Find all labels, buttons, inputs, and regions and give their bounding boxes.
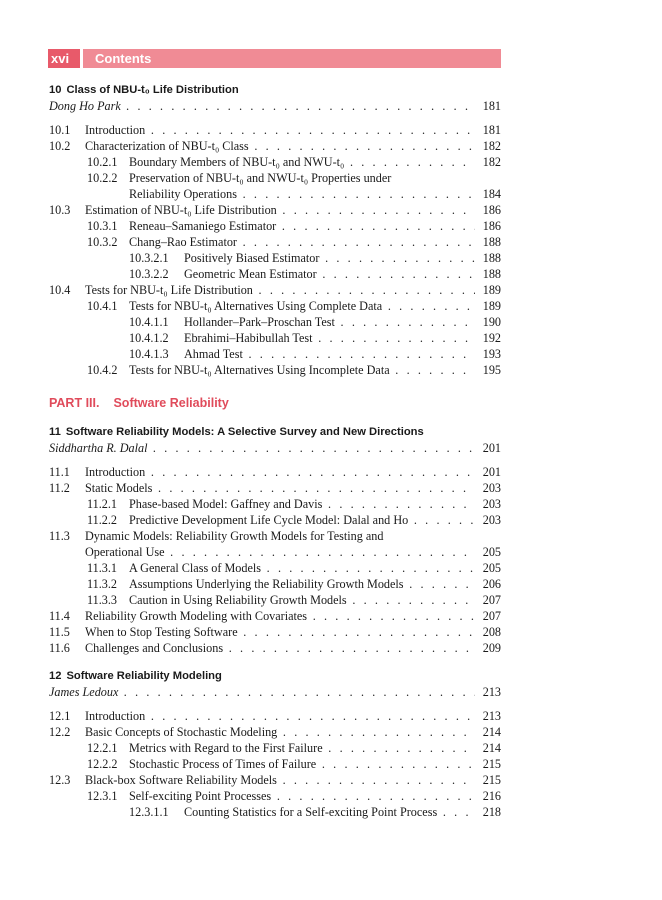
page-number: 186 [482,203,501,217]
page-number: 195 [482,363,501,377]
page-number: 189 [482,299,501,313]
page-number: 205 [482,561,501,575]
section-title: Reliability Operations . . . [129,186,475,202]
page-number: 190 [482,315,501,329]
toc-entry[interactable] [49,234,501,250]
section-title: Static Models . . . [85,480,475,496]
toc-entry[interactable] [49,346,501,362]
chapter-author: Siddhartha R. Dalal . . . [49,440,475,456]
toc-entry[interactable] [49,756,501,772]
toc-entry[interactable] [49,362,501,378]
section-number: 10.2.2 [87,171,118,185]
page-number: 188 [482,267,501,281]
header-page-number: xvi [48,49,80,68]
section-number: 10.2 [49,139,71,153]
section-title: Introduction . . . [85,708,475,724]
section-title: Positively Biased Estimator . . . [184,250,475,266]
page-number: 205 [482,545,501,559]
page-number: 188 [482,251,501,265]
page-number: 201 [482,441,501,455]
section-number: 10.3.2.2 [129,267,169,281]
header-title: Contents [83,49,501,68]
section-number: 11.2.1 [87,497,118,511]
page-number: 206 [482,577,501,591]
section-title: Operational Use . . . [85,544,475,560]
page-number: 203 [482,497,501,511]
chapter-number: 11 [49,426,61,438]
toc-entry[interactable] [49,576,501,592]
chapter-11-author-row[interactable] [49,440,501,456]
section-number: 10.4.1.2 [129,331,169,345]
section-number: 12.3.1 [87,789,118,803]
toc-entry[interactable] [49,480,501,496]
section-title: Estimation of NBU-t₀ Life Distribution . . . [85,202,475,218]
section-title: Predictive Development Life Cycle Model: Dalal and Ho . . . [129,512,475,528]
toc-entry[interactable] [49,528,501,544]
section-title: Tests for NBU-t₀ Life Distribution . . . [85,282,475,298]
part-title-text: Software Reliability [113,396,229,410]
chapter-author: James Ledoux . . . [49,684,475,700]
section-title: Preservation of NBU-t₀ and NWU-t₀ Properties under [129,171,392,185]
toc-entry[interactable] [49,624,501,640]
section-title: Stochastic Process of Times of Failure . . . [129,756,475,772]
section-number: 11.5 [49,625,70,639]
section-title: Ahmad Test . . . [184,346,475,362]
toc-entry[interactable] [49,266,501,282]
section-number: 11.1 [49,465,70,479]
toc-entry[interactable] [49,740,501,756]
page-number: 215 [482,757,501,771]
toc-entry[interactable] [49,298,501,314]
chapter-10-title[interactable] [49,82,501,98]
section-title: Phase-based Model: Gaffney and Davis . . . [129,496,475,512]
section-number: 10.3.2.1 [129,251,169,265]
section-title: Self-exciting Point Processes . . . [129,788,475,804]
page-number: 207 [482,593,501,607]
section-title: Assumptions Underlying the Reliability Growth Models . . . [129,576,475,592]
section-title: Caution in Using Reliability Growth Models . . . [129,592,475,608]
toc-entry[interactable] [49,154,501,170]
toc-entry[interactable] [49,592,501,608]
toc-entry[interactable] [49,788,501,804]
section-number: 12.1 [49,709,71,723]
section-number: 10.3 [49,203,71,217]
page-number: 203 [482,481,501,495]
toc-entry[interactable] [49,250,501,266]
page-number: 186 [482,219,501,233]
section-title: Tests for NBU-t₀ Alternatives Using Incomplete Data . . . [129,362,475,378]
section-title: Tests for NBU-t₀ Alternatives Using Complete Data . . . [129,298,475,314]
section-number: 11.3.2 [87,577,118,591]
page-number: 193 [482,347,501,361]
section-number: 11.2 [49,481,70,495]
page-number: 184 [482,187,501,201]
section-number: 10.2.1 [87,155,118,169]
page-number: 192 [482,331,501,345]
section-number: 11.6 [49,641,70,655]
chapter-author: Dong Ho Park . . . [49,98,475,114]
toc-entry[interactable] [49,218,501,234]
running-header [48,49,501,68]
toc-entry[interactable] [49,138,501,154]
section-title: Black-box Software Reliability Models . . . [85,772,475,788]
page-number: 213 [482,709,501,723]
section-number: 10.1 [49,123,71,137]
page-number: 208 [482,625,501,639]
chapter-title-text: Software Reliability Modeling [66,670,222,682]
chapter-12-author-row[interactable] [49,684,501,700]
toc-entry[interactable] [49,512,501,528]
section-number: 12.2.2 [87,757,118,771]
chapter-number: 10 [49,84,62,96]
section-title: Chang–Rao Estimator . . . [129,234,475,250]
toc-entry-continuation[interactable] [49,186,501,202]
section-title: Dynamic Models: Reliability Growth Models for Testing and [85,529,384,543]
section-number: 10.4.1 [87,299,118,313]
page-number: 215 [482,773,501,787]
toc-entry[interactable] [49,170,501,186]
section-title: Geometric Mean Estimator . . . [184,266,475,282]
chapter-title-text: Class of NBU-t₀ Life Distribution [66,84,239,96]
section-number: 10.4.2 [87,363,118,377]
section-number: 11.4 [49,609,70,623]
toc-entry[interactable] [49,330,501,346]
section-title: Reliability Growth Modeling with Covariates . . . [85,608,475,624]
toc-entry[interactable] [49,804,501,820]
toc-entry[interactable] [49,708,501,724]
chapter-11-title[interactable] [49,424,501,440]
chapter-12-title[interactable] [49,668,501,684]
section-number: 10.4 [49,283,71,297]
part-heading[interactable] [49,394,501,412]
part-label: PART III. [49,396,100,410]
toc-entry[interactable] [49,772,501,788]
toc-content [49,80,501,820]
section-number: 11.2.2 [87,513,118,527]
section-title: Metrics with Regard to the First Failure . . . [129,740,475,756]
section-number: 10.4.1.1 [129,315,169,329]
section-title: Characterization of NBU-t₀ Class . . . [85,138,475,154]
page-number: 188 [482,235,501,249]
page-number: 214 [482,741,501,755]
section-number: 12.3.1.1 [129,805,169,819]
toc-entry[interactable] [49,122,501,138]
toc-entry[interactable] [49,724,501,740]
section-title: A General Class of Models . . . [129,560,475,576]
section-number: 10.3.1 [87,219,118,233]
section-title: Counting Statistics for a Self-exciting Point Process . . . [184,804,475,820]
section-number: 11.3.3 [87,593,118,607]
section-number: 12.3 [49,773,71,787]
section-title: Introduction . . . [85,464,475,480]
page-number: 182 [482,139,501,153]
section-number: 12.2.1 [87,741,118,755]
section-number: 12.2 [49,725,71,739]
section-number: 10.4.1.3 [129,347,169,361]
section-number: 11.3 [49,529,70,543]
page-number: 181 [482,123,501,137]
toc-entry[interactable] [49,608,501,624]
toc-entry[interactable] [49,282,501,298]
toc-entry[interactable] [49,640,501,656]
page-number: 216 [482,789,501,803]
toc-entry[interactable] [49,202,501,218]
section-title: Boundary Members of NBU-t₀ and NWU-t₀ . . . [129,154,475,170]
page-number: 201 [482,465,501,479]
page-number: 209 [482,641,501,655]
page-number: 189 [482,283,501,297]
page-number: 203 [482,513,501,527]
chapter-10-author-row[interactable] [49,98,501,114]
page-number: 182 [482,155,501,169]
chapter-number: 12 [49,670,62,682]
section-title: Ebrahimi–Habibullah Test . . . [184,330,475,346]
section-number: 11.3.1 [87,561,118,575]
page-number: 181 [482,99,501,113]
section-title: Challenges and Conclusions . . . [85,640,475,656]
section-title: Hollander–Park–Proschan Test . . . [184,314,475,330]
section-title: Basic Concepts of Stochastic Modeling . . . [85,724,475,740]
page-number: 218 [482,805,501,819]
section-title: When to Stop Testing Software . . . [85,624,475,640]
toc-entry[interactable] [49,314,501,330]
toc-entry[interactable] [49,560,501,576]
page-number: 207 [482,609,501,623]
page-number: 214 [482,725,501,739]
toc-entry[interactable] [49,464,501,480]
toc-entry[interactable] [49,496,501,512]
section-number: 10.3.2 [87,235,118,249]
chapter-title-text: Software Reliability Models: A Selective Survey and New Directions [65,426,424,438]
page-number: 213 [482,685,501,699]
toc-entry-continuation[interactable] [49,544,501,560]
section-title: Introduction . . . [85,122,475,138]
section-title: Reneau–Samaniego Estimator . . . [129,218,475,234]
